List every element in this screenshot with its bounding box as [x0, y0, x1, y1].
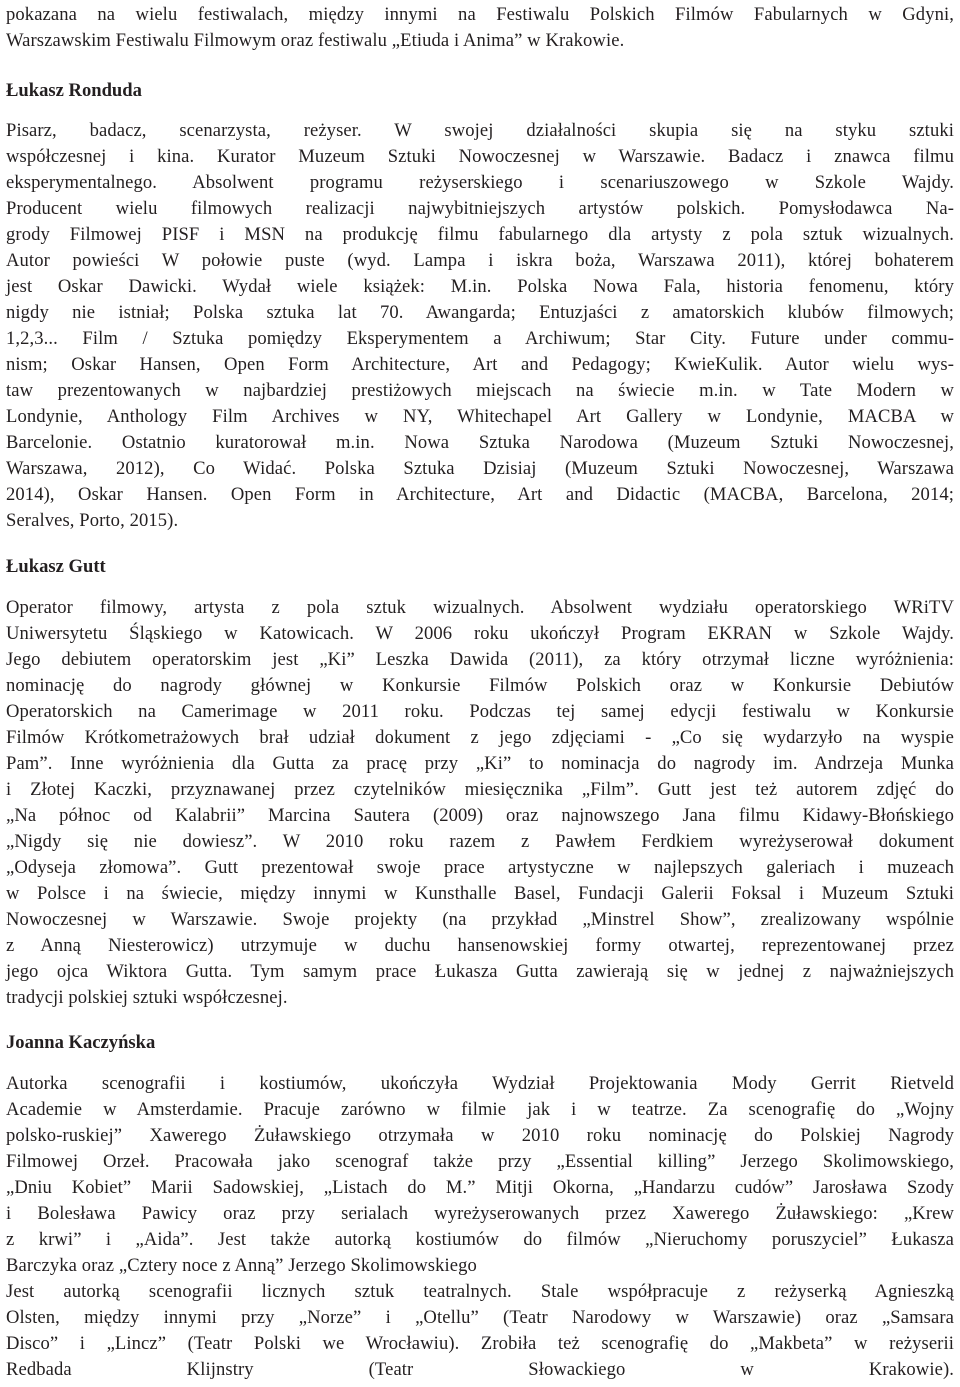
- bio-line: taw prezentowanych w najbardziej prestiżowych miejscach na świecie m.in. w Tate Modern w: [6, 380, 954, 401]
- bio-line: 2014), Oskar Hansen. Open Form in Architecture, Art and Didactic (MACBA, Barcelona, 2014;: [6, 484, 954, 505]
- bio-line: „Dniu Kobiet” Marii Sadowskiej, „Listach do M.” Mitji Okorna, „Handarzu cudów” Jarosława Szody: [6, 1177, 954, 1198]
- bio-heading: Łukasz Gutt: [6, 556, 106, 577]
- bio-line: Producent wielu filmowych realizacji najwybitniejszych artystów polskich. Pomysłodawca Na-: [6, 198, 954, 219]
- bio-paragraph: [6, 118, 954, 534]
- bio-line: Seralves, Porto, 2015).: [6, 510, 179, 531]
- bio-paragraph: [6, 1071, 954, 1383]
- bio-line: współczesnej i kina. Kurator Muzeum Sztuki Nowoczesnej w Warszawie. Badacz i znawca filmu: [6, 146, 954, 167]
- bio-line: „Na północ od Kalabrii” Marcina Sautera (2009) oraz najnowszego Jana filmu Kidawy-Błońskiego: [6, 805, 954, 826]
- bio-line: Nowoczesnej w Warszawie. Swoje projekty (na przykład „Minstrel Show”, zrealizowany wspólnie: [6, 909, 954, 930]
- bio-line: polsko-ruskiej” Xawerego Żuławskiego otrzymała w 2010 roku nominację do Polskiej Nagrody: [6, 1125, 954, 1146]
- bio-line: Barczyka oraz „Cztery noce z Anną” Jerzego Skolimowskiego: [6, 1255, 477, 1276]
- bio-line: Uniwersytetu Śląskiego w Katowicach. W 2006 roku ukończył Program EKRAN w Szkole Wajdy.: [6, 623, 954, 644]
- bio-line: eksperymentalnego. Absolwent programu reżyserskiego i scenariuszowego w Szkole Wajdy.: [6, 172, 954, 193]
- bio-section-kaczynska: [6, 1030, 954, 1383]
- bio-section-ronduda: [6, 78, 954, 534]
- bio-line: jego ojca Wiktora Gutta. Tym samym prace Łukasza Gutta zawierają się w jednej z najważniejszych: [6, 961, 954, 982]
- bio-line: Autorka scenografii i kostiumów, ukończyła Wydział Projektowania Mody Gerrit Rietveld: [6, 1073, 954, 1094]
- bio-line: Pisarz, badacz, scenarzysta, reżyser. W swojej działalności skupia się na styku sztuki: [6, 120, 954, 141]
- bio-line: Operatorskich na Camerimage w 2011 roku. Podczas tej samej edycji festiwalu w Konkursie: [6, 701, 954, 722]
- bio-line: jest Oskar Dawicki. Wydał wiele książek: M.in. Polska Nowa Fala, historia fenomenu, który: [6, 276, 954, 297]
- bio-line: Barcelonie. Ostatnio kuratorował m.in. Nowa Sztuka Narodowa (Muzeum Sztuki Nowoczesnej,: [6, 432, 954, 453]
- intro-line: pokazana na wielu festiwalach, między innymi na Festiwalu Polskich Filmów Fabularnych w Gdyni,: [6, 4, 954, 25]
- bio-line: Pam”. Inne wyróżnienia dla Gutta za pracę przy „Ki” to nominacja do nagrody im. Andrzeja Munka: [6, 753, 954, 774]
- bio-heading: Joanna Kaczyńska: [6, 1032, 156, 1053]
- bio-line: Academie w Amsterdamie. Pracuje zarówno w filmie jak i w teatrze. Za scenografię do „Wojny: [6, 1099, 954, 1120]
- bio-line: Filmowej Orzeł. Pracowała jako scenograf także przy „Essential killing” Jerzego Skolimowskiego,: [6, 1151, 954, 1172]
- bio-line: grody Filmowej PISF i MSN na produkcję filmu fabularnego dla artysty z pola sztuk wizualnych.: [6, 224, 954, 245]
- bio-line: Operator filmowy, artysta z pola sztuk wizualnych. Absolwent wydziału operatorskiego WRiTV: [6, 597, 954, 618]
- bio-line: Olsten, między innymi przy „Norze” i „Otellu” (Teatr Narodowy w Warszawie) oraz „Samsara: [6, 1307, 954, 1328]
- bio-line: w Polsce i na świecie, między innymi w Kunsthalle Basel, Fundacji Galerii Foksal i Muzeum Sztuki: [6, 883, 954, 904]
- bio-line: Warszawa, 2012), Co Widać. Polska Sztuka Dzisiaj (Muzeum Sztuki Nowoczesnej, Warszawa: [6, 458, 954, 479]
- bio-line: z krwi” i „Aida”. Jest także autorką kostiumów do filmów „Nieruchomy poruszyciel” Łukasza: [6, 1229, 954, 1250]
- bio-line: Jego debiutem operatorskim jest „Ki” Leszka Dawida (2011), za który otrzymał liczne wyróżnienia:: [6, 649, 954, 670]
- intro-line: Warszawskim Festiwalu Filmowym oraz festiwalu „Etiuda i Anima” w Krakowie.: [6, 30, 625, 51]
- bio-line: 1,2,3... Film / Sztuka pomiędzy Eksperymentem a Archiwum; Star City. Future under commu-: [6, 328, 954, 349]
- bio-line: „Odyseja złomowa”. Gutt prezentował swoje prace artystyczne w najlepszych galeriach i muzeach: [6, 857, 954, 878]
- bio-line: i Złotej Kaczki, przyznawanej przez czytelników miesięcznika „Film”. Gutt jest też autorem zdjęć do: [6, 779, 954, 800]
- bio-line: i Bolesława Pawicy oraz przy serialach wyreżyserowanych przez Xawerego Żuławskiego: „Krew: [6, 1203, 954, 1224]
- bio-paragraph: [6, 595, 954, 1011]
- bio-line: Disco” i „Lincz” (Teatr Polski we Wrocławiu). Zrobiła też scenografię do „Makbeta” w reżyserii: [6, 1333, 954, 1354]
- bio-line: Filmów Krótkometrażowych brał udział dokument z jego zdjęciami - „Co się wydarzyło na wyspie: [6, 727, 954, 748]
- bio-line: Londynie, Anthology Film Archives w NY, Whitechapel Art Gallery w Londynie, MACBA w: [6, 406, 954, 427]
- bio-line: nism; Oskar Hansen, Open Form Architecture, Art and Pedagogy; KwieKulik. Autor wielu wys-: [6, 354, 954, 375]
- bio-line: „Nigdy się nie dowiesz”. W 2010 roku razem z Pawłem Ferdkiem wyreżyserował dokument: [6, 831, 954, 852]
- bio-line: nigdy nie istniał; Polska sztuka lat 70. Awangarda; Entuzjaści z amatorskich klubów filmowych;: [6, 302, 954, 323]
- bio-line: z Anną Niesterowicz) utrzymuje w duchu hansenowskiej formy otwartej, reprezentowanej przez: [6, 935, 954, 956]
- bio-line: Autor powieści W połowie puste (wyd. Lampa i iskra boża, Warszawa 2011), której bohaterem: [6, 250, 954, 271]
- bio-line: nominację do nagrody głównej w Konkursie Filmów Polskich oraz w Konkursie Debiutów: [6, 675, 954, 696]
- bio-line: tradycji polskiej sztuki współczesnej.: [6, 987, 288, 1008]
- bio-line: Redbada Klijnstry (Teatr Słowackiego w Krakowie).: [6, 1359, 954, 1380]
- bio-heading: Łukasz Ronduda: [6, 80, 142, 101]
- bio-section-gutt: [6, 554, 954, 1011]
- intro-paragraph: [6, 2, 954, 54]
- bio-line: Jest autorką scenografii licznych sztuk teatralnych. Stale współpracuje z reżyserką Agnieszką: [6, 1281, 954, 1302]
